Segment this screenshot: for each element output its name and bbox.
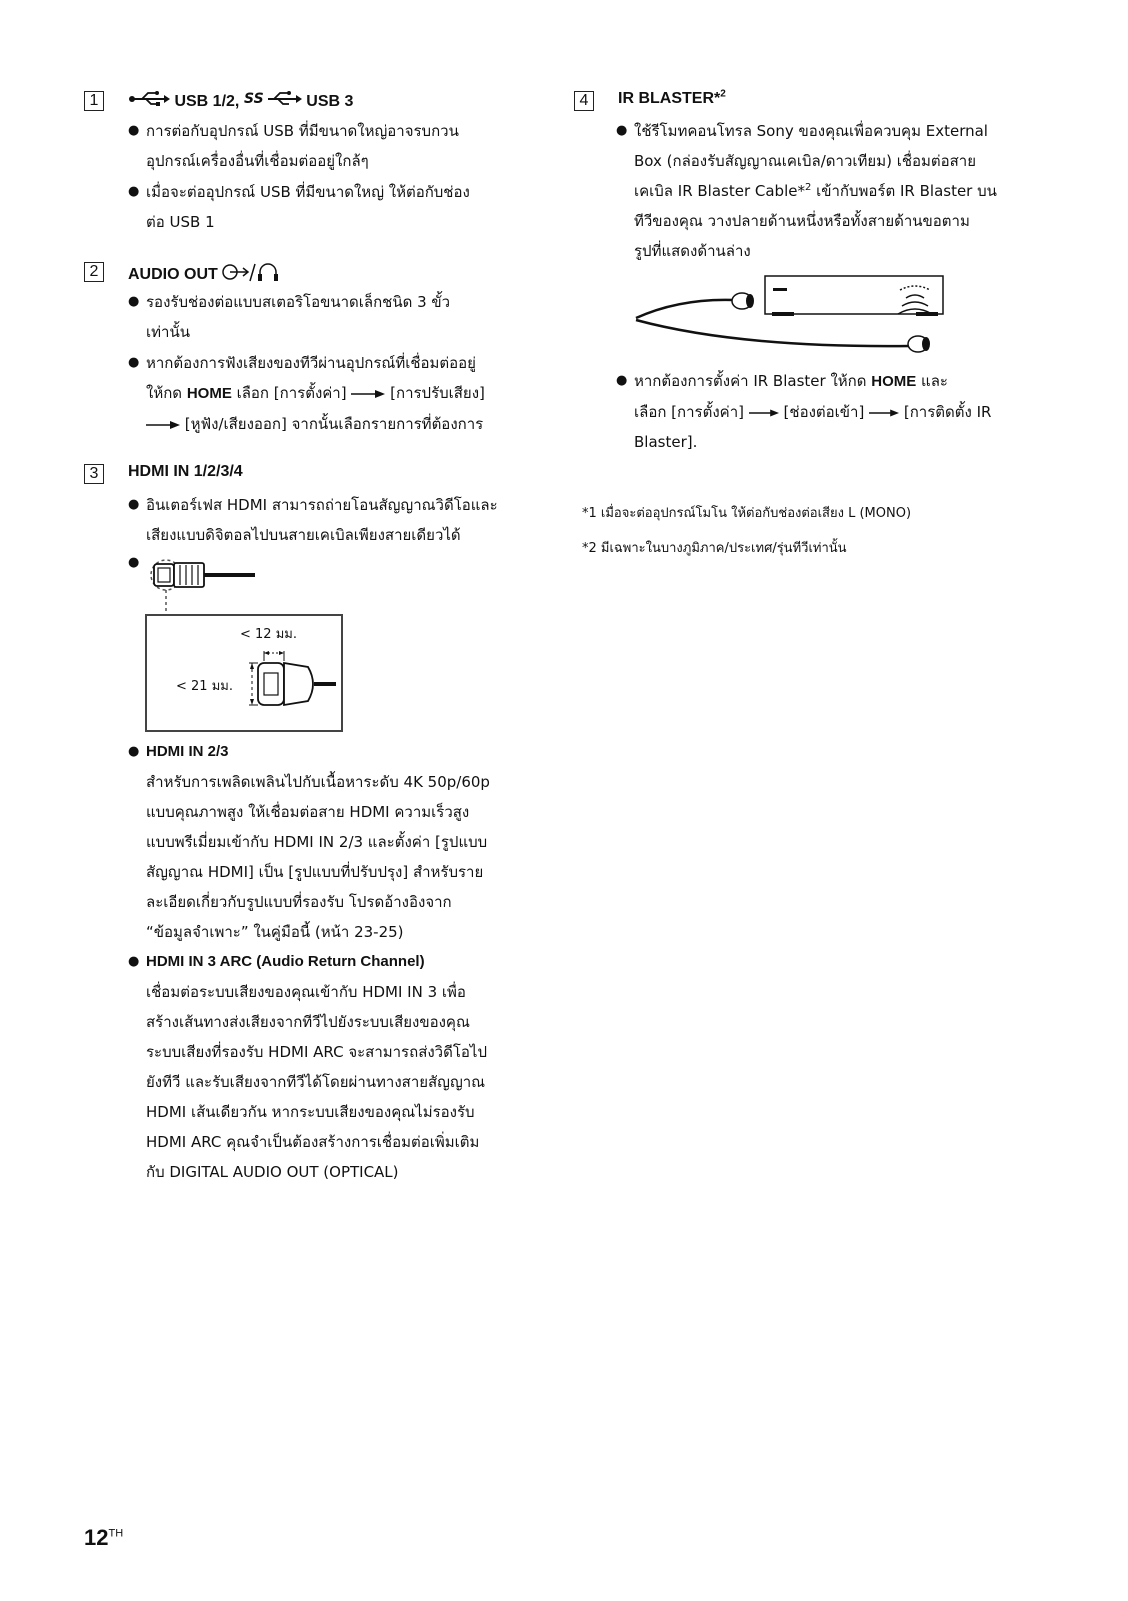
hdmi-in-3-arc-bullet: ● HDMI IN 3 ARC (Audio Return Channel) เชื่อมต่อระบบเสียงของคุณเข้ากับ HDMI IN 3 เพื่อ สร้างเส้นทางส่งเสียงจากทีวีไปยังระบบเสียงของคุณ ระบบเสียงที่รองรับ HDMI ARC จะสามารถส่งวิดีโอไป ยังทีวี และรับเสียงจากทีวีได้โดยผ่านทางสายสัญญาณ HDMI เส้นเดียวกัน หากระบบเสียงของคุณไม่รองรับ HDMI ARC คุณจำเป็นต้องสร้างการเชื่อมต่อเพิ่มเติม กับ DIGITAL AUDIO OUT (OPTICAL): [146, 947, 487, 1187]
bullet-dot: ●: [616, 123, 628, 138]
bullet-dot: ●: [128, 184, 140, 199]
hdmi-in-23-title: HDMI IN 2/3: [146, 743, 229, 760]
audio-out-headphone-icon: [222, 261, 280, 283]
hdmi-in-3-arc-title: HDMI IN 3 ARC (Audio Return Channel): [146, 953, 425, 970]
bullet-dot: ●: [128, 744, 140, 759]
hdmi-bullet-1: ● อินเตอร์เฟส HDMI สามารถถ่ายโอนสัญญาณวิดีโอและ เสียงแบบดิจิตอลไปบนสายเคเบิลเพียงสายเดียวได้: [146, 490, 498, 550]
usb-bullet-1: ● การต่อกับอุปกรณ์ USB ที่มีขนาดใหญ่อาจรบกวน อุปกรณ์เครื่องอื่นที่เชื่อมต่ออยู่ใกล้ๆ: [146, 116, 459, 176]
bullet-dot: ●: [616, 373, 628, 388]
page-number: 12TH: [84, 1525, 124, 1550]
bullet-dot: ●: [128, 555, 140, 570]
ir-bullet-2: ● หากต้องการตั้งค่า IR Blaster ให้กด HOME และ เลือก [การตั้งค่า] [ช่องต่อเข้า] [การติดตั้ง IR Blaster].: [634, 366, 991, 457]
usb-bullet-2: ● เมื่อจะต่ออุปกรณ์ USB ที่มีขนาดใหญ่ ให้ต่อกับช่อง ต่อ USB 1: [146, 177, 470, 237]
footnote-1: *1 เมื่อจะต่ออุปกรณ์โมโน ให้ต่อกับช่องต่อเสียง L (MONO): [582, 506, 912, 521]
section-title-hdmi-in: HDMI IN 1/2/3/4: [128, 463, 243, 480]
bullet-dot: ●: [128, 123, 140, 138]
bullet-dot: ●: [128, 294, 140, 309]
bullet-dot: ●: [128, 954, 140, 969]
section-title-ir-blaster: IR BLASTER*$^2$: [618, 88, 726, 107]
ir-blaster-diagram: [630, 268, 960, 368]
arrow-right-icon: [146, 420, 180, 430]
section-number-1: 1: [84, 91, 104, 111]
usb-superspeed-icon: [244, 90, 302, 108]
section-title-audio-out: AUDIO OUT: [128, 261, 280, 284]
section-title-usb: [128, 90, 353, 111]
bullet-dot: ●: [128, 355, 140, 370]
dim-width-label: < 12 มม.: [240, 627, 297, 642]
usb-12-label: USB 1/2,: [174, 93, 240, 110]
ir-bullet-1: ● ใช้รีโมทคอนโทรล Sony ของคุณเพื่อควบคุม External Box (กล่องรับสัญญาณเคเบิล/ดาวเทียม) เชื่อมต่อสาย เคเบิล IR Blaster Cable*$^2$ เข้ากับพอร์ต IR Blaster บน ทีวีของคุณ วางปลายด้านหนึ่งหรือทั้งสายด้านขอตาม รูปที่แสดงด้านล่าง: [634, 116, 997, 266]
section-number-3: 3: [84, 464, 104, 484]
footnote-2: *2 มีเฉพาะในบางภูมิภาค/ประเทศ/รุ่นทีวีเท่านั้น: [582, 541, 847, 556]
audio-bullet-1: ● รองรับช่องต่อแบบสเตอริโอขนาดเล็กชนิด 3 ขั้ว เท่านั้น: [146, 287, 450, 347]
dim-height-label: < 21 มม.: [176, 679, 233, 694]
arrow-right-icon: [869, 408, 899, 418]
audio-bullet-2: ● หากต้องการฟังเสียงของทีวีผ่านอุปกรณ์ที่เชื่อมต่ออยู่ ให้กด HOME เลือก [การตั้งค่า] [การปรับเสียง] [หูฟัง/เสียงออก] จากนั้นเลือกรายการที่ต้องการ: [146, 348, 485, 439]
home-button-label: HOME: [871, 373, 917, 390]
bullet-dot: ●: [128, 497, 140, 512]
section-number-4: 4: [574, 91, 594, 111]
hdmi-connector-diagram: [140, 555, 360, 735]
section-number-2: 2: [84, 262, 104, 282]
usb-3-label: USB 3: [306, 93, 354, 110]
svg-text:SS: SS: [243, 91, 264, 107]
arrow-right-icon: [351, 389, 385, 399]
usb-icon: [128, 90, 170, 108]
arrow-right-icon: [749, 408, 779, 418]
hdmi-in-23-bullet: ● HDMI IN 2/3 สำหรับการเพลิดเพลินไปกับเนื้อหาระดับ 4K 50p/60p แบบคุณภาพสูง ให้เชื่อมต่อสาย HDMI ความเร็วสูง แบบพรีเมี่ยมเข้ากับ HDMI IN 2/3 และตั้งค่า [รูปแบบ สัญญาณ HDMI] เป็น [รูปแบบที่ปรับปรุง] สำหรับราย ละเอียดเกี่ยวกับรูปแบบที่รองรับ โปรดอ้างอิงจาก “ข้อมูลจำเพาะ” ในคู่มือนี้ (หน้า 23-25): [146, 737, 490, 947]
home-button-label: HOME: [186, 385, 232, 402]
